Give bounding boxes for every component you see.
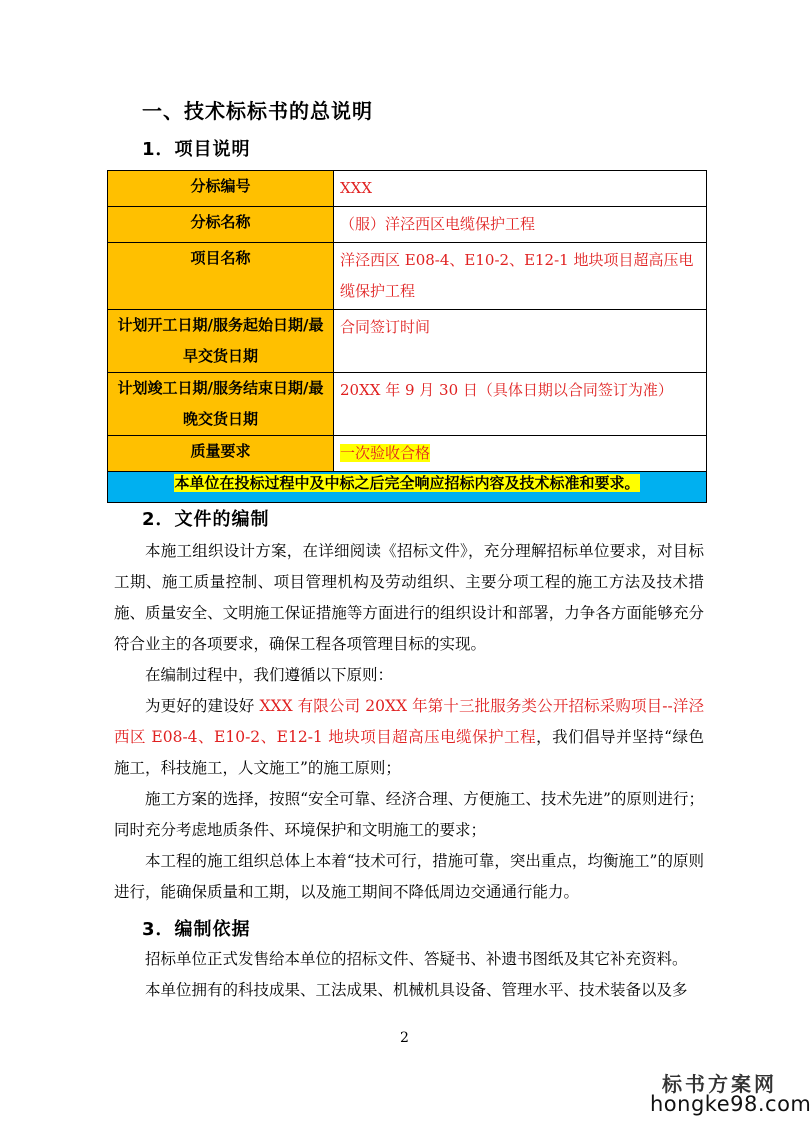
- paragraph: 本工程的施工组织总体上本着“技术可行，措施可靠，突出重点，均衡施工”的原则进行，能确保质量和工期，以及施工期间不降低周边交通通行能力。: [114, 852, 704, 901]
- row-label: 计划竣工日期/服务结束日期/最晚交货日期: [108, 373, 334, 436]
- table-note-row: [108, 472, 707, 503]
- paragraph: 施工方案的选择，按照“安全可靠、经济合理、方便施工、技术先进”的原则进行；同时充分考虑地质条件、环境保护和文明施工的要求；: [114, 790, 704, 839]
- row-label: 项目名称: [108, 243, 334, 310]
- row-value: （服）洋泾西区电缆保护工程: [334, 207, 707, 243]
- paragraph: [114, 691, 704, 784]
- project-info-table: [107, 170, 707, 503]
- table-row: [108, 243, 707, 310]
- section1-title: 1．项目说明: [142, 139, 251, 160]
- watermark-url: hongke98.com: [650, 1092, 811, 1116]
- paragraph-text: ，我们倡导并坚持“绿色施工，科技施工，人文施工”的施工原则；: [114, 728, 705, 777]
- project-name-text: XXX 有限公司 20XX 年第十三批服务类公开招标采购项目--洋泾西区 E08-4、E10-2、E12-1 地块项目超高压电缆保护工程: [114, 697, 704, 746]
- row-label: 分标名称: [108, 207, 334, 243]
- section3-title: 3．编制依据: [142, 919, 251, 940]
- paragraph: 招标单位正式发售给本单位的招标文件、答疑书、补遗书图纸及其它补充资料。: [145, 950, 688, 968]
- table-row: [108, 171, 707, 207]
- table-row: [108, 373, 707, 436]
- row-label: 分标编号: [108, 171, 334, 207]
- table-row: [108, 310, 707, 373]
- watermark-title: 标书方案网: [662, 1072, 777, 1096]
- paragraph-text: 为更好的建设好: [145, 697, 260, 715]
- section2-title: 2．文件的编制: [142, 509, 270, 530]
- paragraph: 本单位拥有的科技成果、工法成果、机械机具设备、管理水平、技术装备以及多: [145, 981, 688, 999]
- table-row: [108, 207, 707, 243]
- paragraph: 在编制过程中，我们遵循以下原则：: [145, 666, 394, 684]
- row-value: 20XX 年 9 月 30 日（具体日期以合同签订为准）: [334, 373, 707, 436]
- row-value: [334, 436, 707, 472]
- table-row: [108, 436, 707, 472]
- paragraph: 本施工组织设计方案，在详细阅读《招标文件》，充分理解招标单位要求，对目标工期、施工质量控制、项目管理机构及劳动组织、主要分项工程的施工方法及技术措施、质量安全、文明施工保证措施等方面进行的组织设计和部署，力争各方面能够充分符合业主的各项要求，确保工程各项管理目标的实现。: [114, 542, 704, 653]
- row-label: 计划开工日期/服务起始日期/最早交货日期: [108, 310, 334, 373]
- quality-value: 一次验收合格: [340, 444, 431, 462]
- note-text: 本单位在投标过程中及中标之后完全响应招标内容及技术标准和要求。: [174, 474, 640, 492]
- main-heading: 一、技术标标书的总说明: [142, 99, 373, 123]
- row-value: XXX: [334, 171, 707, 207]
- row-value: 合同签订时间: [334, 310, 707, 373]
- row-value: 洋泾西区 E08-4、E10-2、E12-1 地块项目超高压电缆保护工程: [334, 243, 707, 310]
- row-label: 质量要求: [108, 436, 334, 472]
- page-number: 2: [400, 1030, 409, 1046]
- table-note: [108, 472, 707, 503]
